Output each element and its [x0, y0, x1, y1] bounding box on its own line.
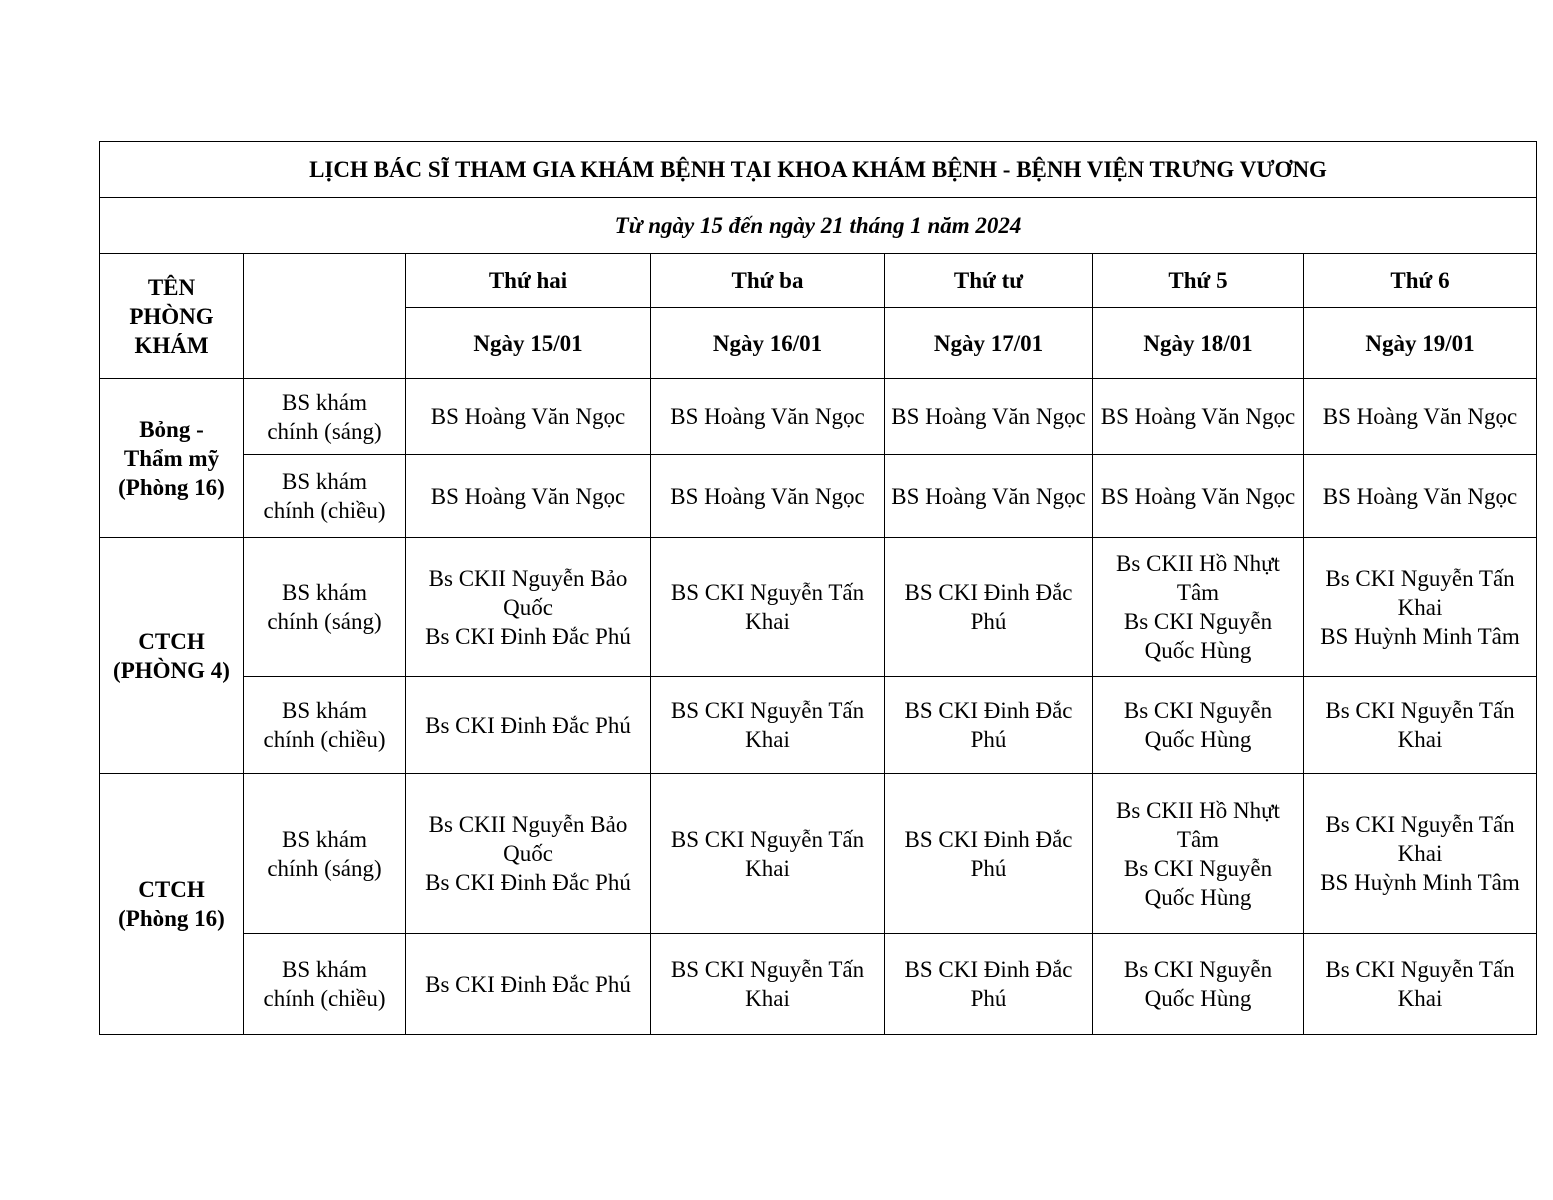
doctor-name: BS Hoàng Văn Ngọc: [891, 483, 1086, 509]
doctor-name: BS Hoàng Văn Ngọc: [1100, 404, 1296, 429]
doctor-name: BS Hoàng Văn Ngọc: [430, 404, 626, 429]
doctor-name: Bs CKI Đinh Đắc Phú: [425, 712, 631, 738]
doctor-cell: [885, 677, 1093, 774]
doctor-cell: [1093, 934, 1304, 1035]
subtitle-row: [100, 198, 1537, 254]
date-header: Ngày 17/01: [885, 308, 1093, 379]
doctor-name: BS CKI Đinh Đắc Phú: [904, 826, 1073, 881]
date-header: Ngày 15/01: [406, 308, 651, 379]
doctor-name: BS Hoàng Văn Ngọc: [1322, 483, 1518, 509]
doctor-cell: [651, 774, 885, 934]
room-name: CTCH (PHÒNG 4): [100, 538, 244, 774]
doctor-cell: [1093, 774, 1304, 934]
doctor-name: BS Huỳnh Minh Tâm: [1320, 870, 1520, 895]
shift-header-blank: [244, 254, 406, 379]
doctor-cell: [406, 455, 651, 538]
doctor-cell: [885, 538, 1093, 677]
doctor-name: BS Hoàng Văn Ngọc: [670, 404, 865, 429]
doctor-name: BS Hoàng Văn Ngọc: [891, 404, 1086, 429]
doctor-name: Bs CKI Nguyễn Tấn Khai: [1325, 957, 1515, 1011]
schedule-row: [100, 677, 1537, 774]
doctor-name: BS CKI Đinh Đắc Phú: [904, 698, 1073, 752]
doctor-cell: [651, 379, 885, 455]
doctor-name: Bs CKII Hồ Nhựt Tâm: [1116, 551, 1280, 605]
doctor-cell: [885, 774, 1093, 934]
room-name: CTCH (Phòng 16): [100, 774, 244, 1035]
doctor-name: Bs CKII Hồ Nhựt Tâm: [1116, 797, 1280, 852]
date-header: Ngày 19/01: [1304, 308, 1537, 379]
doctor-name: BS Hoàng Văn Ngọc: [1100, 483, 1296, 509]
schedule-row: [100, 379, 1537, 455]
title-row: [100, 142, 1537, 198]
doctor-name: Bs CKI Nguyễn Quốc Hùng: [1123, 855, 1273, 910]
doctor-cell: [1093, 455, 1304, 538]
doctor-cell: [1304, 774, 1537, 934]
schedule-row: [100, 934, 1537, 1035]
doctor-cell: [651, 455, 885, 538]
doctor-name: BS CKI Nguyễn Tấn Khai: [670, 826, 865, 881]
doctor-name: BS CKI Nguyễn Tấn Khai: [670, 580, 865, 634]
doctor-name: BS Hoàng Văn Ngọc: [1322, 404, 1518, 429]
doctor-name: Bs CKI Nguyễn Quốc Hùng: [1123, 609, 1273, 663]
shift-label: BS khám chính (sáng): [244, 774, 406, 934]
doctor-cell: [406, 677, 651, 774]
doctor-cell: [406, 379, 651, 455]
doctor-name: Bs CKI Nguyễn Quốc Hùng: [1123, 698, 1273, 752]
shift-label: BS khám chính (chiều): [244, 934, 406, 1035]
doctor-name: BS CKI Đinh Đắc Phú: [904, 580, 1073, 634]
weekday-header: Thứ 6: [1304, 254, 1537, 308]
document-subtitle: Từ ngày 15 đến ngày 21 tháng 1 năm 2024: [100, 198, 1537, 254]
weekday-header-row: [100, 254, 1537, 308]
doctor-cell: [1093, 379, 1304, 455]
doctor-name: Bs CKI Nguyễn Quốc Hùng: [1123, 957, 1273, 1011]
doctor-name: BS CKI Đinh Đắc Phú: [904, 957, 1073, 1011]
room-name-header: TÊN PHÒNG KHÁM: [100, 254, 244, 379]
doctor-name: Bs CKI Đinh Đắc Phú: [425, 623, 631, 649]
doctor-cell: [406, 538, 651, 677]
doctor-cell: [651, 677, 885, 774]
doctor-cell: [885, 379, 1093, 455]
doctor-name: BS Hoàng Văn Ngọc: [430, 483, 626, 509]
shift-label: BS khám chính (sáng): [244, 379, 406, 455]
doctor-name: Bs CKI Đinh Đắc Phú: [425, 870, 631, 895]
doctor-cell: [406, 934, 651, 1035]
doctor-cell: [651, 934, 885, 1035]
doctor-name: BS Hoàng Văn Ngọc: [670, 483, 865, 509]
doctor-cell: [406, 774, 651, 934]
doctor-name: Bs CKI Nguyễn Tấn Khai: [1325, 698, 1515, 752]
weekday-header: Thứ ba: [651, 254, 885, 308]
doctor-name: Bs CKI Nguyễn Tấn Khai: [1325, 565, 1515, 620]
doctor-name: Bs CKII Nguyễn Bảo Quốc: [428, 565, 628, 620]
doctor-cell: [1093, 538, 1304, 677]
shift-label: BS khám chính (chiều): [244, 455, 406, 538]
doctor-cell: [885, 455, 1093, 538]
doctor-name: BS CKI Nguyễn Tấn Khai: [670, 957, 865, 1011]
doctor-cell: [651, 538, 885, 677]
shift-label: BS khám chính (chiều): [244, 677, 406, 774]
doctor-cell: [1304, 379, 1537, 455]
schedule-row: [100, 455, 1537, 538]
date-header: Ngày 18/01: [1093, 308, 1304, 379]
doctor-cell: [1304, 538, 1537, 677]
schedule-row: [100, 538, 1537, 677]
shift-label: BS khám chính (sáng): [244, 538, 406, 677]
doctor-name: BS CKI Nguyễn Tấn Khai: [670, 698, 865, 752]
doctor-name: Bs CKI Nguyễn Tấn Khai: [1325, 812, 1515, 866]
doctor-name: BS Huỳnh Minh Tâm: [1320, 623, 1520, 649]
doctor-cell: [1304, 677, 1537, 774]
schedule-table: [99, 141, 1537, 1035]
doctor-name: Bs CKI Đinh Đắc Phú: [425, 971, 631, 997]
doctor-cell: [1304, 934, 1537, 1035]
weekday-header: Thứ hai: [406, 254, 651, 308]
doctor-cell: [1304, 455, 1537, 538]
weekday-header: Thứ 5: [1093, 254, 1304, 308]
room-name: Bỏng - Thẩm mỹ (Phòng 16): [100, 379, 244, 538]
document-title: LỊCH BÁC SĨ THAM GIA KHÁM BỆNH TẠI KHOA KHÁM BỆNH - BỆNH VIỆN TRƯNG VƯƠNG: [100, 142, 1537, 198]
doctor-cell: [1093, 677, 1304, 774]
date-header: Ngày 16/01: [651, 308, 885, 379]
doctor-name: Bs CKII Nguyễn Bảo Quốc: [428, 812, 628, 866]
schedule-row: [100, 774, 1537, 934]
weekday-header: Thứ tư: [885, 254, 1093, 308]
doctor-cell: [885, 934, 1093, 1035]
